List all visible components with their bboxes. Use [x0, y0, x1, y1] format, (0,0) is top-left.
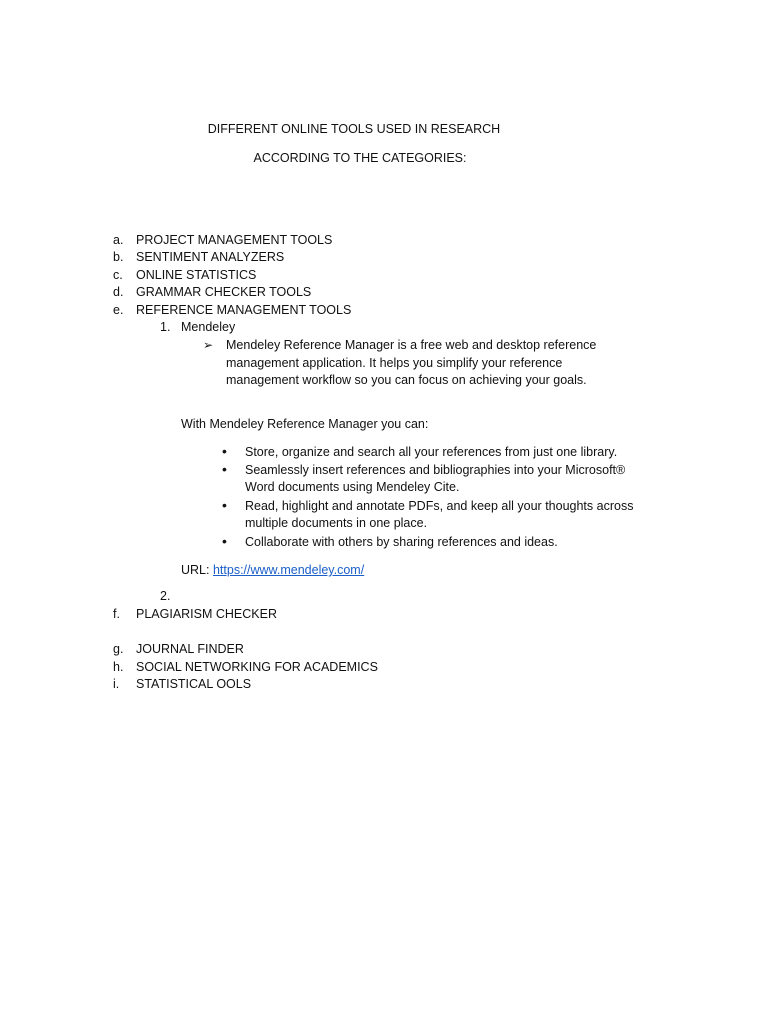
bullet-dot-icon: • [222, 443, 227, 459]
category-item-project-management: PROJECT MANAGEMENT TOOLS [136, 233, 333, 247]
list-marker: a. [113, 233, 124, 247]
category-item-journal-finder: JOURNAL FINDER [136, 642, 244, 656]
category-item-reference-management: REFERENCE MANAGEMENT TOOLS [136, 303, 352, 317]
feature-bullet-line: multiple documents in one place. [245, 516, 428, 530]
url-label: URL: [181, 563, 210, 577]
category-item-grammar-checker: GRAMMAR CHECKER TOOLS [136, 285, 312, 299]
list-marker: h. [113, 660, 124, 674]
list-marker: f. [113, 607, 120, 621]
sublist-marker: 1. [160, 320, 171, 334]
mendeley-description-line: management application. It helps you simplify your reference [226, 356, 563, 370]
feature-bullet-line: Store, organize and search all your references from just one library. [245, 445, 618, 459]
list-marker: d. [113, 285, 124, 299]
feature-bullet-line: Seamlessly insert references and bibliographies into your Microsoft® [245, 463, 626, 477]
feature-bullet-line: Collaborate with others by sharing references and ideas. [245, 535, 558, 549]
sublist-marker: 2. [160, 589, 171, 603]
mendeley-url-link[interactable]: https://www.mendeley.com/ [212, 563, 365, 577]
document-subtitle: ACCORDING TO THE CATEGORIES: [253, 151, 467, 165]
document-title: DIFFERENT ONLINE TOOLS USED IN RESEARCH [207, 122, 501, 136]
mendeley-intro: With Mendeley Reference Manager you can: [181, 417, 429, 431]
category-item-statistical-tools: STATISTICAL OOLS [136, 677, 252, 691]
feature-bullet-line: Word documents using Mendeley Cite. [245, 480, 460, 494]
mendeley-description-line: management workflow so you can focus on achieving your goals. [226, 373, 587, 387]
list-marker: e. [113, 303, 124, 317]
bullet-dot-icon: • [222, 533, 227, 549]
bullet-dot-icon: • [222, 461, 227, 477]
category-item-online-statistics: ONLINE STATISTICS [136, 268, 257, 282]
mendeley-description-line: Mendeley Reference Manager is a free web and desktop reference [226, 338, 597, 352]
subitem-mendeley: Mendeley [181, 320, 236, 334]
list-marker: i. [113, 677, 120, 691]
list-marker: c. [113, 268, 123, 282]
category-item-plagiarism-checker: PLAGIARISM CHECKER [136, 607, 278, 621]
category-item-social-networking: SOCIAL NETWORKING FOR ACADEMICS [136, 660, 378, 674]
category-item-sentiment-analyzers: SENTIMENT ANALYZERS [136, 250, 285, 264]
list-marker: b. [113, 250, 124, 264]
list-marker: g. [113, 642, 124, 656]
arrow-bullet-icon: ➢ [203, 338, 214, 352]
feature-bullet-line: Read, highlight and annotate PDFs, and keep all your thoughts across [245, 499, 634, 513]
bullet-dot-icon: • [222, 497, 227, 513]
url-line [181, 562, 364, 580]
